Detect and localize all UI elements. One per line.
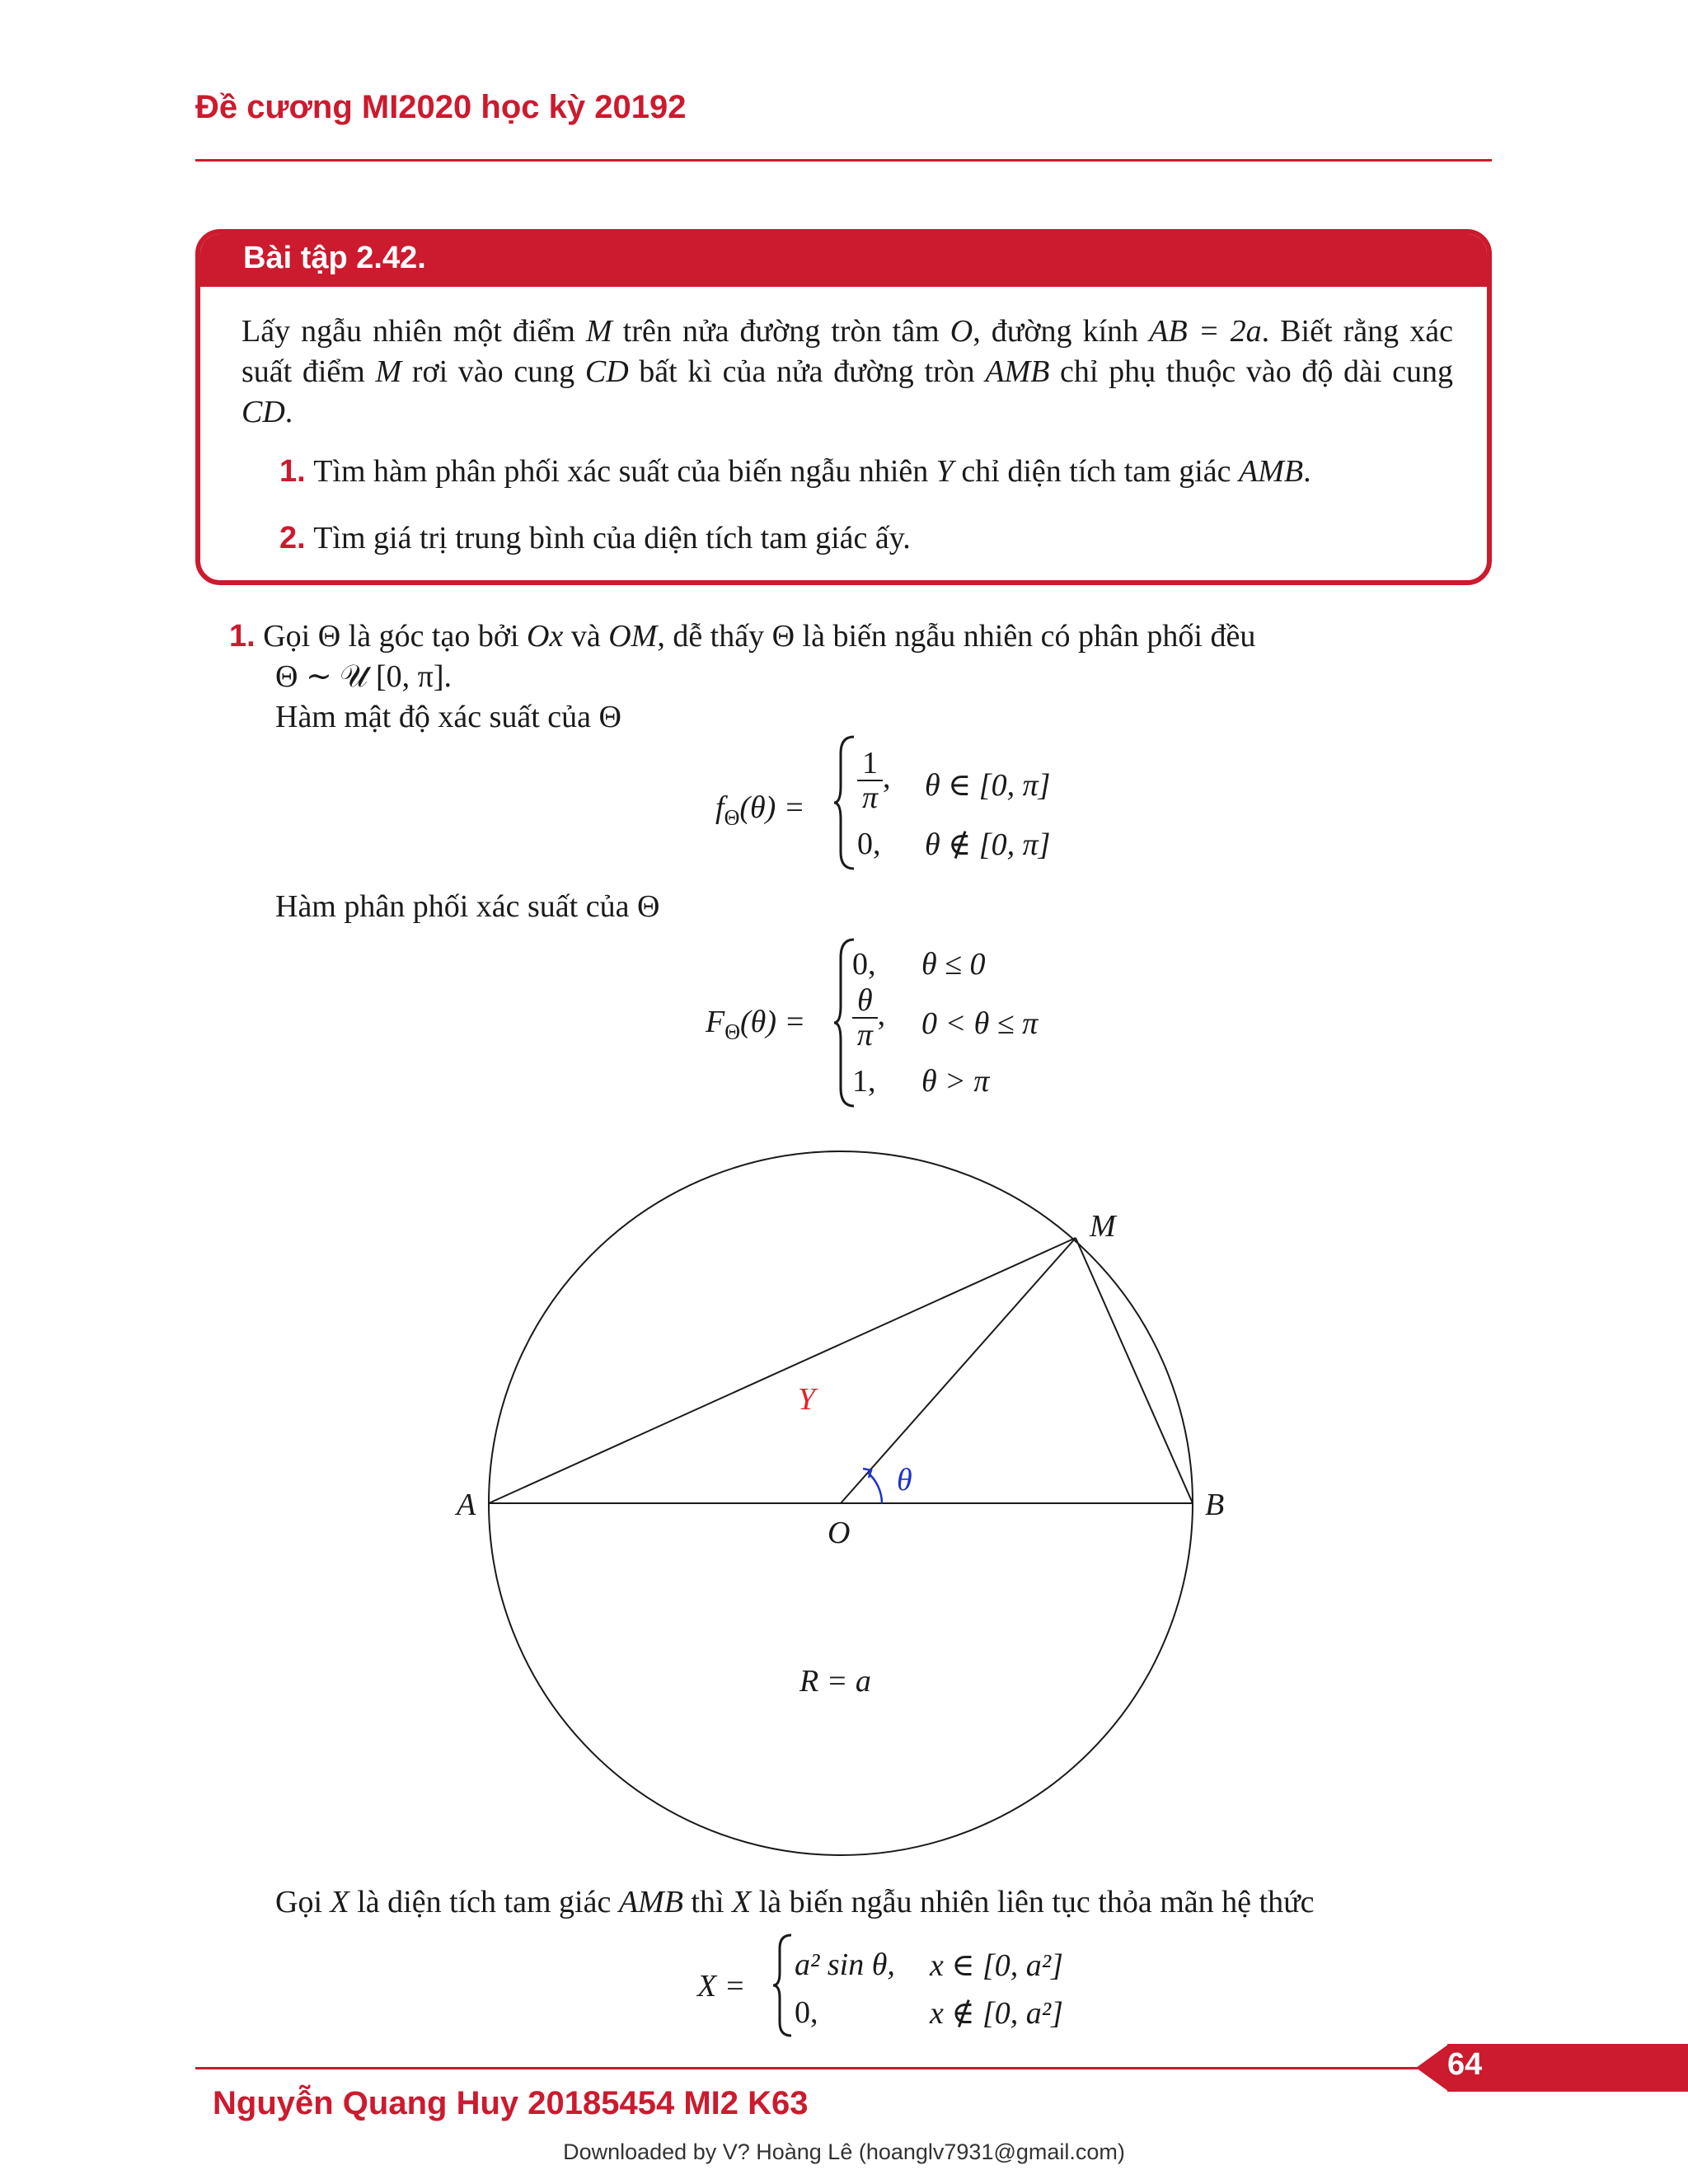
math: M — [375, 354, 402, 389]
text: chỉ phụ thuộc vào độ dài cung — [1049, 354, 1453, 389]
x-definition — [275, 1884, 1492, 1920]
text: trên nửa đường tròn tâm — [612, 314, 950, 349]
cdf-case-1-cond: θ ≤ 0 — [921, 947, 986, 982]
label-M: M — [1090, 1209, 1116, 1244]
pdf-case-1-cond: θ ∈ [0, π] — [925, 768, 1051, 803]
numerator: 1 — [857, 747, 883, 781]
question-1 — [279, 453, 1311, 490]
question-number: 1. — [279, 454, 306, 489]
x-lhs: X = — [697, 1969, 746, 2004]
denominator: π — [856, 1018, 873, 1052]
text: . — [284, 395, 293, 429]
math: f — [715, 790, 724, 825]
text: là biến ngẫu nhiên liên tục thỏa mãn hệ thức — [751, 1885, 1315, 1919]
text: Lấy ngẫu nhiên một điểm — [241, 314, 587, 349]
label-radius: R = a — [799, 1664, 871, 1699]
pdf-case-1 — [857, 747, 891, 814]
math: AMB — [985, 354, 1050, 389]
math: CD — [241, 395, 285, 429]
cdf-case-3: 1, — [852, 1064, 876, 1099]
label-Y: Y — [798, 1382, 816, 1417]
distribution-statement: Θ ∼ 𝒰 [0, π]. — [275, 659, 452, 694]
pdf-case-2-cond: θ ∉ [0, π] — [925, 827, 1051, 862]
cdf-case-2 — [852, 984, 885, 1052]
text: và — [563, 619, 609, 654]
denominator: π — [861, 780, 879, 815]
pdf-brace — [832, 735, 856, 870]
text: , dễ thấy Θ là biến ngẫu nhiên có phân phối đều — [657, 619, 1256, 654]
math: O — [950, 314, 973, 349]
cdf-lhs — [706, 1004, 805, 1045]
x-case-1 — [795, 1947, 895, 1983]
math-subscript: Θ — [724, 1019, 740, 1044]
label-O: O — [828, 1516, 851, 1550]
page-number-tab — [1447, 2044, 1688, 2092]
math: X — [330, 1885, 349, 1919]
math: CD — [584, 354, 629, 389]
cdf-case-2-cond: 0 < θ ≤ π — [921, 1006, 1039, 1041]
angle-arc — [868, 1473, 882, 1503]
math: AB = 2a — [1149, 314, 1262, 349]
label-B: B — [1205, 1488, 1225, 1522]
cdf-case-1: 0, — [852, 947, 876, 982]
text: . Biết rằng xác suất điểm — [241, 314, 1453, 389]
text: , — [877, 997, 886, 1033]
text: Gọi Θ là góc tạo bởi — [263, 619, 528, 654]
header-title: Đề cương MI2020 học kỳ 20192 — [195, 89, 687, 125]
question-number: 2. — [279, 521, 306, 555]
text: là diện tích tam giác — [349, 1885, 619, 1919]
footer-rule — [195, 2067, 1432, 2069]
math: X — [732, 1885, 752, 1919]
numerator: θ — [852, 984, 878, 1019]
math: M — [586, 314, 612, 349]
pdf-caption: Hàm mật độ xác suất của Θ — [275, 700, 621, 734]
pdf-lhs — [715, 790, 804, 831]
pdf-case-2: 0, — [857, 827, 881, 861]
solution-number: 1. — [229, 619, 256, 654]
exercise-title: Bài tập 2.42. — [243, 241, 426, 275]
page-tab-notch — [1416, 2044, 1449, 2092]
math: AMB — [1239, 454, 1304, 489]
math: a² sin θ, — [795, 1947, 895, 1982]
text: thì — [682, 1885, 733, 1919]
page-number: 64 — [1447, 2047, 1483, 2082]
text: . — [1303, 454, 1311, 489]
math: (θ) = — [739, 790, 805, 825]
text: Gọi — [275, 1885, 331, 1919]
segment-OM — [841, 1238, 1076, 1503]
segment-MB — [1076, 1238, 1193, 1503]
x-case-1-cond: x ∈ [0, a²] — [930, 1948, 1063, 1983]
question-2 — [279, 520, 911, 556]
download-note: Downloaded by V? Hoàng Lê (hoanglv7931@gmail.com) — [563, 2139, 1125, 2164]
segment-AM — [489, 1238, 1076, 1503]
circle-figure — [445, 1137, 1236, 1863]
math: F — [706, 1005, 725, 1039]
text: , — [883, 760, 891, 795]
text: , đường kính — [973, 314, 1150, 349]
cdf-caption: Hàm phân phối xác suất của Θ — [275, 889, 660, 924]
cdf-case-3-cond: θ > π — [921, 1064, 990, 1099]
label-theta: θ — [897, 1463, 912, 1497]
header-rule — [195, 159, 1492, 162]
label-A: A — [457, 1488, 476, 1522]
text: Tìm giá trị trung bình của diện tích tam giác ấy. — [313, 521, 911, 555]
exercise-statement — [241, 312, 1453, 433]
math-subscript: Θ — [724, 805, 740, 830]
x-case-2: 0, — [795, 1995, 818, 2030]
solution-item-1 — [229, 618, 1492, 654]
x-brace — [771, 1933, 793, 2037]
exercise-box — [195, 229, 1492, 585]
math: Ox — [527, 619, 564, 654]
math: OM — [608, 619, 658, 654]
text: rơi vào cung — [401, 354, 585, 389]
text: Tìm hàm phân phối xác suất của biến ngẫu nhiên — [313, 454, 936, 489]
footer-author: Nguyễn Quang Huy 20185454 MI2 K63 — [213, 2085, 809, 2121]
math: AMB — [618, 1885, 683, 1919]
text: chỉ diện tích tam giác — [953, 454, 1240, 489]
text: bất kì của nửa đường tròn — [628, 354, 986, 389]
math: (θ) = — [740, 1005, 806, 1039]
fraction — [852, 984, 878, 1052]
x-case-2-cond: x ∉ [0, a²] — [930, 1996, 1063, 2031]
math: Y — [935, 454, 954, 489]
fraction — [857, 747, 883, 814]
